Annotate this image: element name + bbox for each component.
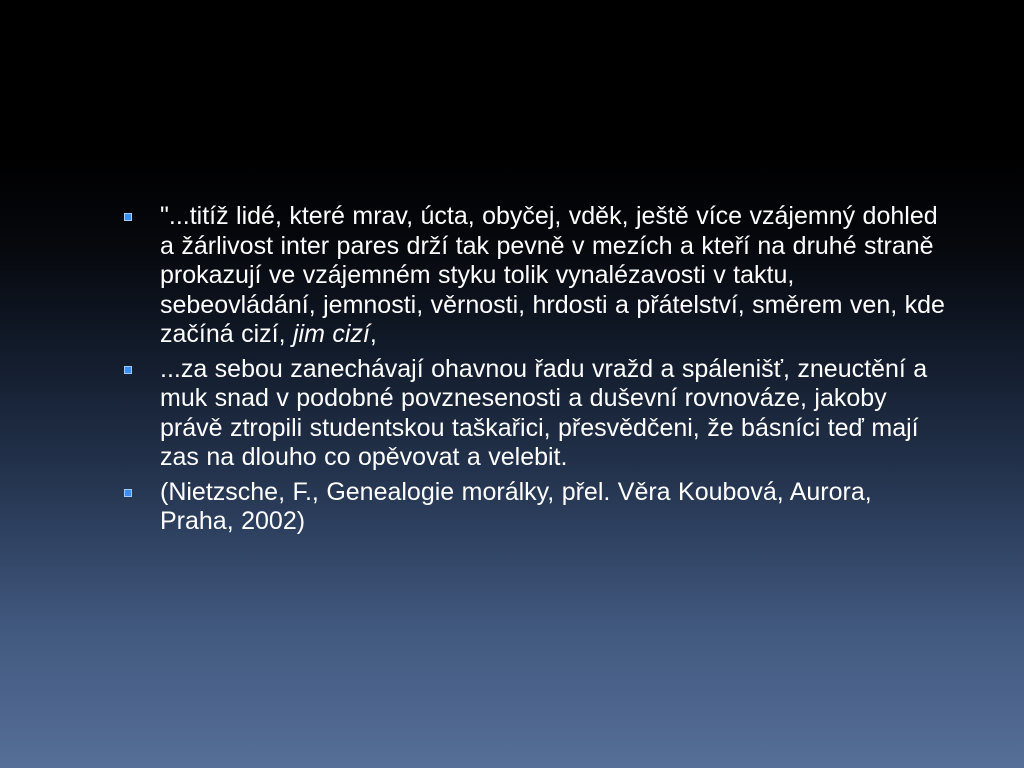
- bullet-item-citation: [118, 478, 948, 537]
- slide-content: [118, 202, 948, 542]
- bullet-text-italic: jim cizí: [293, 320, 370, 348]
- bullet-text: "...titíž lidé, které mrav, úcta, obyčej, vděk, ještě více vzájemný dohled a žárlivost inter pares drží tak pevně v mezích a kteří na druhé straně prokazují ve vzájemném styku tolik vynalézavosti v taktu, sebeovládání, jemnosti, věrnosti, hrdosti a přátelství, směrem ven, kde začíná cizí,: [160, 202, 945, 348]
- bullet-item-quote-1: [118, 202, 948, 350]
- square-bullet-icon: [124, 489, 132, 497]
- bullet-text: ...za sebou zanechávají ohavnou řadu vražd a spálenišť, zneuctění a muk snad v podobné povznesenosti a duševní rovnováze, jakoby právě ztropili studentskou taškařici, přesvědčeni, že básníci teď mají zas na dlouho co opěvovat a velebit.: [160, 354, 928, 471]
- bullet-text: (Nietzsche, F., Genealogie morálky, přel. Věra Koubová, Aurora, Praha, 2002): [160, 477, 872, 535]
- bullet-item-quote-2: [118, 355, 948, 473]
- bullet-text-trailing: ,: [369, 320, 377, 348]
- square-bullet-icon: [124, 213, 132, 221]
- bullet-list: [118, 202, 948, 537]
- square-bullet-icon: [124, 366, 132, 374]
